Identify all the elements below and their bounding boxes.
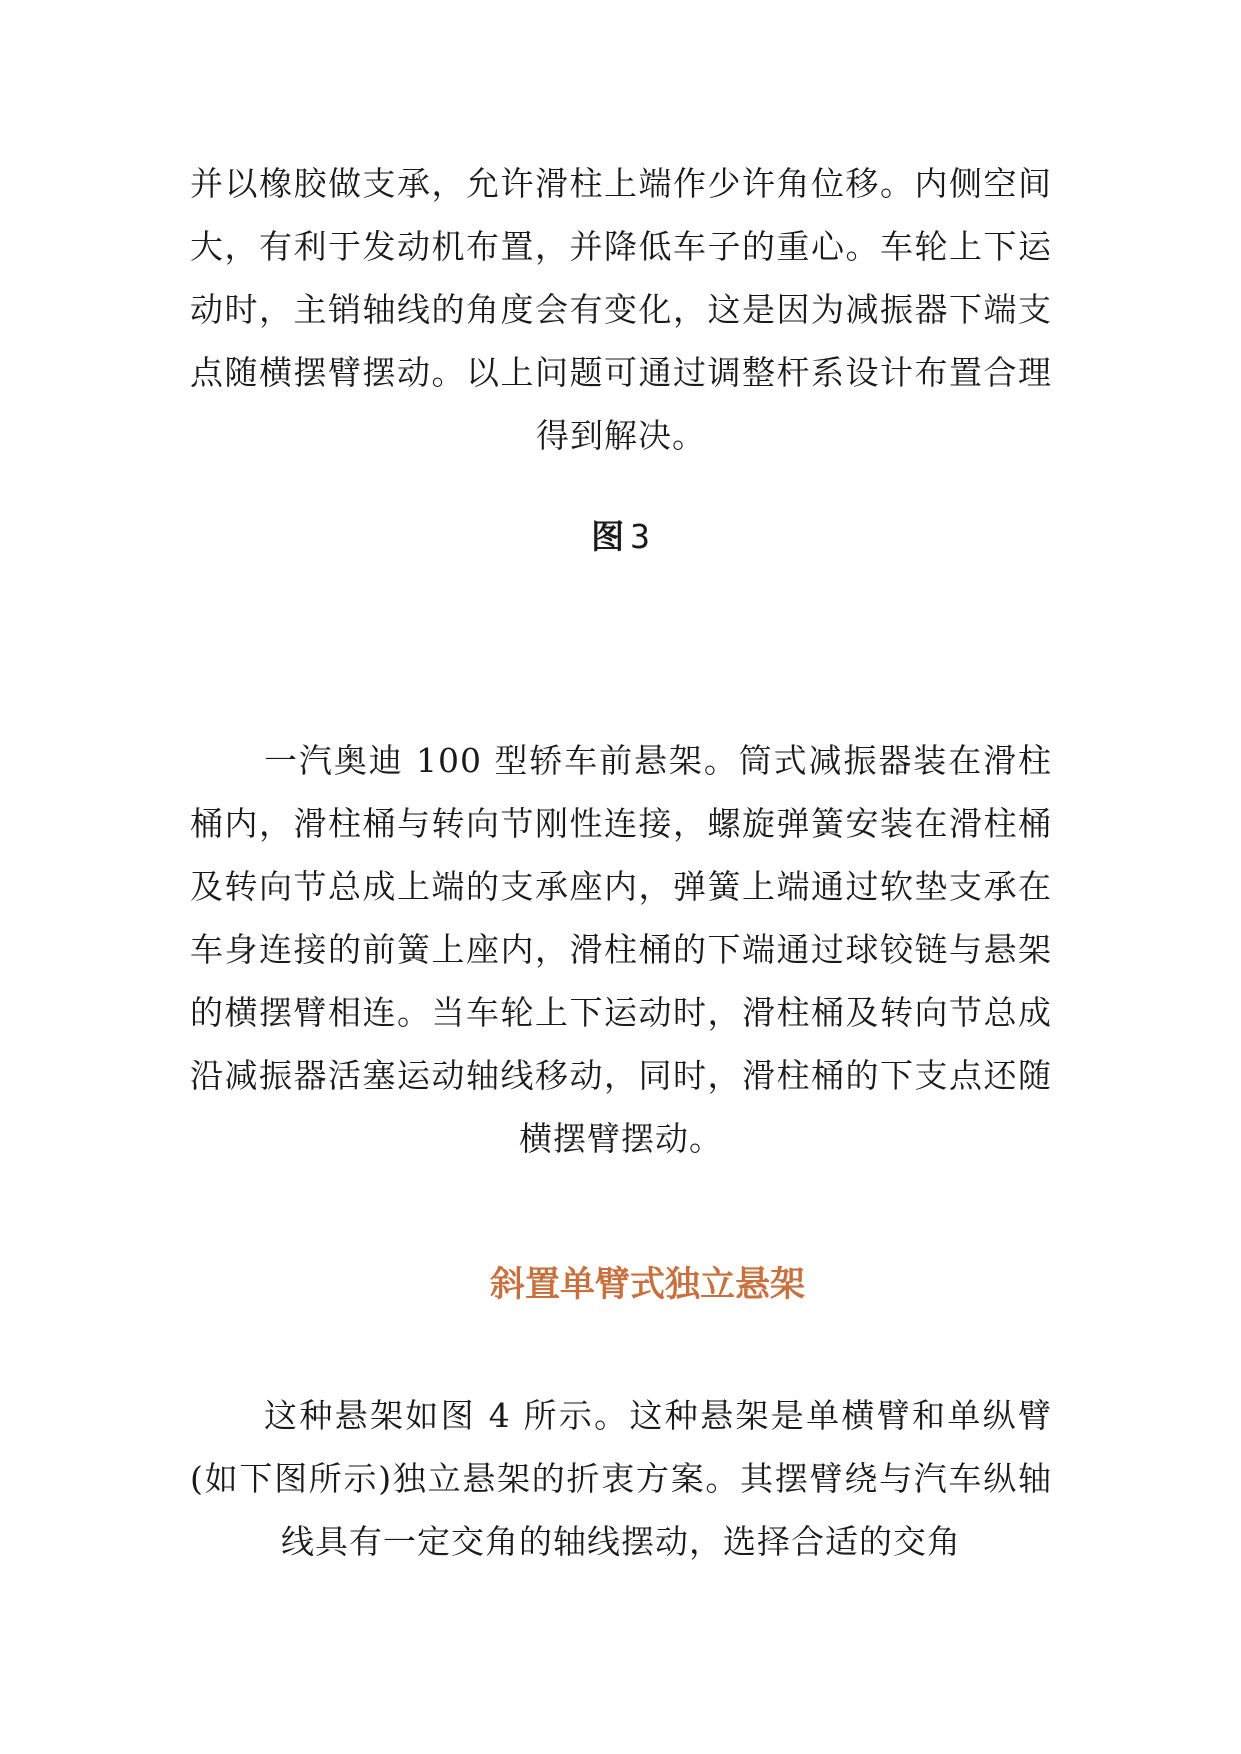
section-heading: 斜置单臂式独立悬架 [490,1264,806,1305]
paragraph-audi-front-suspension: 一汽奥迪 100 型轿车前悬架。筒式减振器装在滑柱桶内，滑柱桶与转向节刚性连接，螺旋弹簧安装在滑柱桶及转向节总成上端的支承座内，弹簧上端通过软垫支承在车身连接的前簧上座内，滑柱桶的下端通过球铰链与悬架的横摆臂相连。当车轮上下运动时，滑柱桶及转向节总成沿减振器活塞运动轴线移动，同时，滑柱桶的下支点还随横摆臂摆动。 [190,741,1052,1158]
figure-caption [0,512,1241,562]
figure-caption-label: 图 [591,517,625,556]
paragraph-strut-mounting: 并以橡胶做支承，允许滑柱上端作少许角位移。内侧空间大，有利于发动机布置，并降低车子的重心。车轮上下运动时，主销轴线的角度会有变化，这是因为减振器下端支点随横摆臂摆动。以上问题可通过调整杆系设计布置合理得到解决。 [190,164,1052,455]
figure-caption-number: 3 [630,517,650,556]
paragraph-semi-trailing-arm: 这种悬架如图 4 所示。这种悬架是单横臂和单纵臂(如下图所示)独立悬架的折衷方案。其摆臂绕与汽车纵轴线具有一定交角的轴线摆动，选择合适的交角 [190,1396,1052,1561]
